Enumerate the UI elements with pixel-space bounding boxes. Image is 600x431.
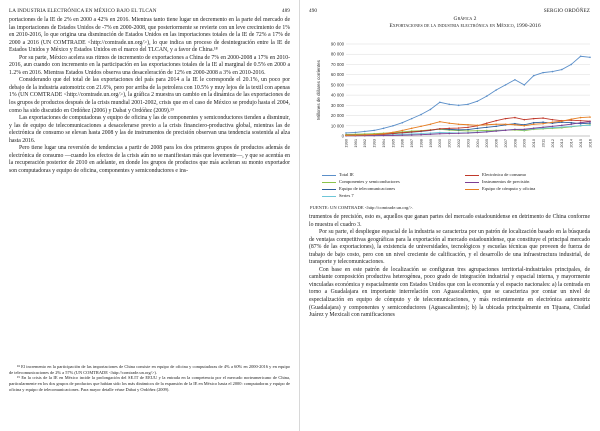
data-point [383,135,385,137]
x-tick-label: 2000 [437,139,443,148]
x-tick-label: 2005 [484,139,490,148]
x-tick-label: 2014 [568,139,574,148]
paragraph: Las exportaciones de computadoras y equipo de oficina y las de componentes y semiconductores tienden a disminuir, y las de equipo de telecomunicaciones a desacelerarse previo a la crisis financiero-productiva global, mientras las de electrónica de consumo se elevan hasta 2008 y las de instrumentos de precisión observan una tendencia sostenida al alza hasta 2016. [9,115,290,144]
y-tick-label: 20 000 [330,113,344,119]
data-point [495,125,497,127]
data-point [495,89,497,91]
data-point [411,131,413,133]
legend-label: Total IE [339,172,354,177]
data-point [448,133,450,135]
data-point [542,126,544,128]
data-point [477,128,479,130]
data-point [589,116,591,118]
paragraph: Por su parte, el despliegue espacial de la industria se caracteriza por un patrón de localización basado en la búsqueda de ventajas competitivas geográficas para la exportación al mercado estadounidense, que constituye el principal mercado (87% de las exportaciones), la existencia de universidades, tecnológicos y escuelas técnicas que proveen de fuerza de trabajo de bajo costo, pero con un nivel creciente de calificación, y el desarrollo de una infraestructura industrial, de transporte y telecomunicaciones. [309,229,590,266]
x-tick-label: 1997 [409,139,415,148]
running-head-left: LA INDUSTRIA ELECTRÓNICA EN MÉXICO BAJO EL TLCAN [9,8,157,14]
data-point [486,127,488,129]
y-tick-label: 70 000 [330,61,344,67]
y-tick-label: 40 000 [330,92,344,98]
data-point [552,125,554,127]
paragraph: Pero tiene lugar una reversión de tendencias a partir de 2008 para los dos primeros grupos de productos además de electrónica de consumo —cuando los efectos de la crisis aún no se manifiestan más que levemente—, y que se acentúa en la recuperación posterior de 2010 en adelante, en donde los grupos de productos que más aceleran su monto exportador son computadoras y equipo de oficina, componentes y semiconductores e ins- [9,145,290,174]
data-point [533,127,535,129]
data-point [439,133,441,135]
x-tick-label: 2012 [549,139,555,148]
series-line [346,56,590,133]
legend-label: Equipo de telecomunicaciones [339,186,396,191]
data-point [589,121,591,123]
legend-swatch [322,175,336,176]
data-point [420,130,422,132]
data-point [561,69,563,71]
data-point [448,122,450,124]
data-point [542,123,544,125]
legend-swatch [465,175,479,176]
data-point [430,123,432,125]
x-tick-label: 2015 [578,139,584,148]
data-point [505,129,507,131]
data-point [486,124,488,126]
y-tick-label: 30 000 [330,102,344,108]
legend-item [322,193,354,200]
data-point [524,119,526,121]
footnotes [9,364,290,393]
data-point [430,129,432,131]
data-point [430,133,432,135]
data-point [439,121,441,123]
data-point [477,132,479,134]
legend-label: Electrónica de consumo [482,172,527,177]
data-point [383,133,385,135]
data-point [514,79,516,81]
paragraph: Por su parte, México acelera sus ritmos de incremento de exportaciones a China de 7% en 2000-2008 a 17% en 2010-2016, aun cuando con incremento en la participación en las exportaciones totales de la IE al marginal de 0.5% en 2000 a 1.2% en 2016. Mientras Estados Unidos observa una desaceleración de 12% en 2000-2008 a 3% en 2010-2016. [9,54,290,76]
data-point [495,120,497,122]
data-point [364,134,366,136]
data-point [552,119,554,121]
data-point [477,100,479,102]
data-point [589,124,591,126]
x-tick-label: 2004 [474,139,480,148]
data-point [392,135,394,137]
data-point [411,134,413,136]
legend-item [322,186,395,193]
data-point [458,129,460,131]
data-point [505,123,507,125]
chart-title: Exportaciones de la industria electrónica en México, 1990-2016 [389,23,541,29]
legend-swatch [322,182,336,183]
data-point [514,124,516,126]
data-point [580,55,582,57]
data-point [570,126,572,128]
data-point [561,124,563,126]
left-body [9,17,290,175]
y-tick-label: 50 000 [330,82,344,88]
data-point [495,130,497,132]
data-point [561,126,563,128]
data-point [524,84,526,86]
data-point [570,123,572,125]
data-point [467,104,469,106]
data-point [467,132,469,134]
data-point [448,104,450,106]
x-tick-label: 2001 [446,139,452,148]
data-point [430,109,432,111]
x-tick-label: 1991 [352,139,358,148]
y-axis-label: Millones de dólares corrientes [316,60,321,120]
data-point [561,120,563,122]
data-point [458,105,460,107]
x-tick-label: 2013 [559,139,565,148]
x-tick-label: 1990 [343,139,349,148]
data-point [477,130,479,132]
paragraph: Con base en este patrón de localización se configuran tres agrupaciones territorial-industriales principales, de cambiante composición productiva heterogénea, poco grado de integración industrial y espacial interna, y mayormente vinculadas económica y espacialmente con Estados Unidos que con la economía y el espacio nacionales: a) la centrada en torno a Guadalajara en importante interrelación con Aguascalientes, que se caracteriza por contar un nivel de especialización en equipo de cómputo y de telecomunicaciones, y más recientemente en electrónica automotriz (Guadalajara) y componentes y semiconductores (Aguascalientes); b) la ubicada principalmente en Tijuana, Ciudad Juárez y Mexicali con ramificaciones [309,266,590,319]
legend-swatch [322,196,336,197]
x-tick-label: 1998 [418,139,424,148]
data-point [542,72,544,74]
x-tick-label: 1995 [390,139,396,148]
export-line-chart [300,36,600,171]
data-point [467,127,469,129]
data-point [505,118,507,120]
data-point [345,135,347,137]
chart-source: FUENTE: UN COMTRADE <http://comtrade.un.org/>. [310,205,414,210]
data-point [392,125,394,127]
data-point [552,121,554,123]
data-point [486,95,488,97]
paragraph: portaciones de la IE de 2% en 2000 a 42% en 2016. Mientras tanto tiene lugar un decremento en la parte del mercado de las importaciones de Estados Unidos de -7% en 2000-2008, que posteriormente se revierte con un leve crecimiento de 1% en 2010-2016, lo que origina una disminución de Estados Unidos en las importaciones totales de la IE de 72% a 17% de 2000 a 2016 (UN COMTRADE <http://comtrade.un.org/>), lo que indica un proceso de desintegración entre la IE de Estados Unidos y México y Estados Unidos en el marco del TLCAN, y a favor de China.¹⁸ [9,17,290,54]
data-point [402,122,404,124]
data-point [514,117,516,119]
page-number-left: 489 [281,8,290,14]
x-tick-label: 1993 [371,139,377,148]
data-point [552,71,554,73]
paragraph: trumentos de precisión, esto es, aquellos que ganan partes del mercado estadounidense en detrimento de China conforme lo muestra el cuadro 3. [309,214,590,228]
data-point [345,132,347,134]
legend-item [465,186,535,193]
page-number-right: 490 [309,8,318,14]
data-point [486,131,488,133]
right-body [309,214,590,320]
data-point [439,128,441,130]
data-point [570,118,572,120]
legend-item [465,179,529,186]
data-point [355,134,357,136]
right-page [300,0,600,431]
legend-swatch [322,189,336,190]
y-tick-label: 90 000 [330,41,344,47]
x-tick-label: 2006 [493,139,499,148]
y-tick-label: 0 [341,133,344,139]
x-tick-label: 2011 [540,139,546,148]
data-point [477,124,479,126]
data-point [589,56,591,58]
data-point [533,118,535,120]
data-point [580,122,582,124]
data-point [533,75,535,77]
data-point [458,123,460,125]
data-point [580,117,582,119]
paragraph: Considerando que del total de las exportaciones del país para 2014 a la IE le corresponde el 20.1%, un poco por debajo de la industria automotriz con 21.6%, pero por arriba de la petrolera con 10.5% y muy lejos de la textil con apenas 1% (UN COMTRADE <http://comtrade.un.org/>), la gráfica 2 muestra un cambio en la dinámica de las exportaciones de los grupos de productos después de la crisis mundial 2001-2002, crisis que en el caso de México se produjo hasta el 2004, como ha sido discutido en Ordóñez (2006) y Dabat y Ordóñez (2009).¹⁹ [9,77,290,114]
data-point [542,121,544,123]
data-point [411,128,413,130]
data-point [542,117,544,119]
data-point [392,132,394,134]
chart-caption-label: Gráfica 2 [453,16,477,22]
data-point [439,101,441,103]
data-point [467,129,469,131]
legend-label: Instrumentos de precisión [482,179,530,184]
data-point [486,122,488,124]
data-point [533,123,535,125]
legend-label: Equipo de cómputo y oficina [482,186,536,191]
x-tick-label: 1994 [380,139,386,148]
footnote: ¹⁹ En la crisis de la IE en México incide la prolongación del SE.IT de EEUU y la entrada en la competencia por el mercado norteamericano de China, particularmente en los dos grupos de productos que habían sido los más dinámicos de la expansión de la IE en México hasta el 2000: computadoras y equipo de oficina y equipo de telecomunicaciones. Para mayor detalle véase Dabat y Ordóñez (2009). [9,375,290,392]
data-point [402,132,404,134]
legend-item [322,179,400,186]
data-point [458,127,460,129]
data-point [383,128,385,130]
data-point [448,128,450,130]
data-point [495,123,497,125]
data-point [524,125,526,127]
data-point [373,130,375,132]
y-tick-label: 80 000 [330,51,344,57]
legend-label: Series 7 [339,193,354,198]
data-point [589,122,591,124]
x-tick-label: 2016 [587,139,593,148]
data-point [533,122,535,124]
x-tick-label: 1996 [399,139,405,148]
x-tick-label: 2003 [465,139,471,148]
legend-label: Componentes y semiconductores [339,179,400,184]
data-point [505,84,507,86]
legend-swatch [465,189,479,190]
data-point [364,131,366,133]
data-point [467,124,469,126]
x-tick-label: 1999 [427,139,433,148]
x-tick-label: 2002 [456,139,462,148]
data-point [373,134,375,136]
running-head-right: SERGIO ORDÓÑEZ [543,8,590,14]
x-tick-label: 2010 [531,139,537,148]
data-point [570,64,572,66]
legend-item [465,172,526,179]
x-tick-label: 2009 [521,139,527,148]
y-tick-label: 60 000 [330,72,344,78]
data-point [458,133,460,135]
data-point [524,128,526,130]
footnote: ¹⁸ El incremento en la participación de las importaciones de China consiste en equipo de oficina y computadoras de 4% a 60% en 2000-2016 y en equipo de telecomunicaciones de 2% a 57% (UN COMTRADE <http://comtrade.un.org/>). [9,364,290,375]
y-tick-label: 10 000 [330,123,344,129]
data-point [580,125,582,127]
data-point [411,118,413,120]
data-point [420,114,422,116]
data-point [514,129,516,131]
x-tick-label: 1992 [362,139,368,148]
data-point [580,120,582,122]
data-point [420,125,422,127]
x-tick-label: 2007 [502,139,508,148]
data-point [355,132,357,134]
data-point [570,122,572,124]
x-tick-label: 2008 [512,139,518,148]
data-point [402,134,404,136]
legend-swatch [465,182,479,183]
data-point [402,130,404,132]
legend-item [322,172,354,179]
data-point [420,134,422,136]
